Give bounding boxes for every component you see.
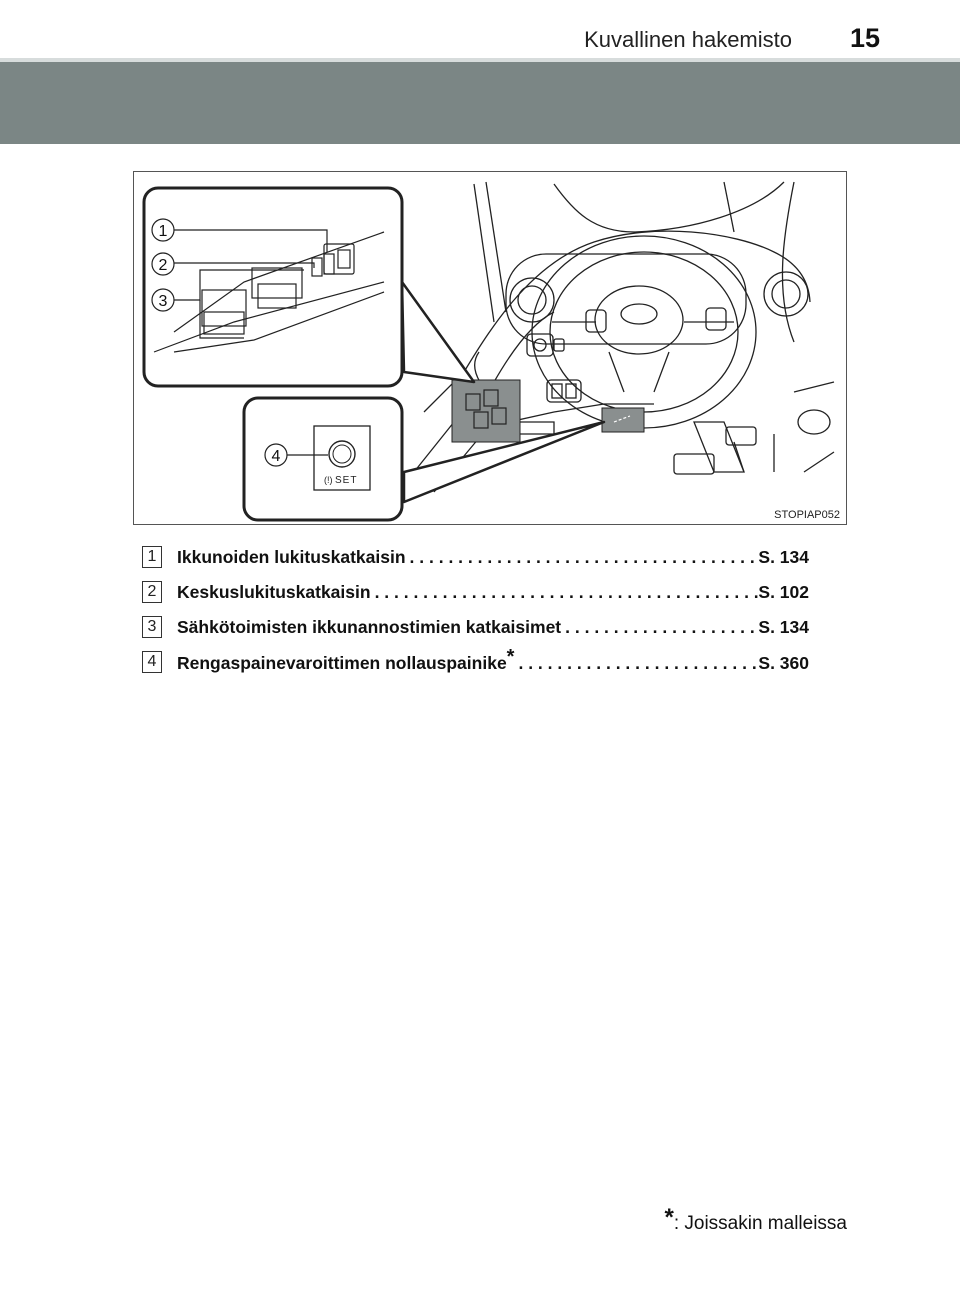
item-number: 1 xyxy=(142,546,162,568)
leader-dots xyxy=(406,547,759,568)
page-header xyxy=(0,0,960,62)
figure-code: STOPIAP052 xyxy=(774,509,840,521)
svg-text:(!): (!) xyxy=(324,475,333,485)
callout-1-label: 1 xyxy=(158,223,168,240)
page-reference-link[interactable]: S. 360 xyxy=(758,653,809,673)
leader-dots xyxy=(371,582,759,603)
list-item xyxy=(142,543,822,578)
item-number: 2 xyxy=(142,581,162,603)
footnote xyxy=(664,1204,847,1236)
callout-3-label: 3 xyxy=(158,293,168,310)
item-label: Keskuslukituskatkaisin xyxy=(177,582,371,602)
list-item xyxy=(142,648,822,683)
item-number: 3 xyxy=(142,616,162,638)
index-list xyxy=(142,543,822,683)
page-reference-link[interactable]: S. 134 xyxy=(758,617,809,637)
callout-2-label: 2 xyxy=(158,257,168,274)
page-reference-link[interactable]: S. 102 xyxy=(758,582,809,602)
illustration-drawing xyxy=(134,172,846,524)
footnote-text: : Joissakin malleissa xyxy=(673,1213,847,1234)
item-label: Sähkötoimisten ikkunannostimien katkaisimet xyxy=(177,617,562,637)
callout-4-label: 4 xyxy=(271,448,281,465)
set-label: SET xyxy=(335,475,358,486)
section-title: Kuvallinen hakemisto xyxy=(584,27,792,52)
item-number: 4 xyxy=(142,651,162,673)
list-item xyxy=(142,613,822,648)
item-footnote-star: * xyxy=(506,646,515,668)
footnote-star: * xyxy=(664,1204,674,1231)
leader-dots xyxy=(561,617,758,638)
item-label: Ikkunoiden lukituskatkaisin xyxy=(177,547,406,567)
section-banner xyxy=(0,62,960,144)
dashboard-illustration xyxy=(133,171,847,525)
page-reference-link[interactable]: S. 134 xyxy=(758,547,809,567)
page-number: 15 xyxy=(849,23,880,53)
list-item xyxy=(142,578,822,613)
leader-dots xyxy=(514,653,758,674)
item-label: Rengaspainevaroittimen nollauspainike xyxy=(177,653,507,673)
